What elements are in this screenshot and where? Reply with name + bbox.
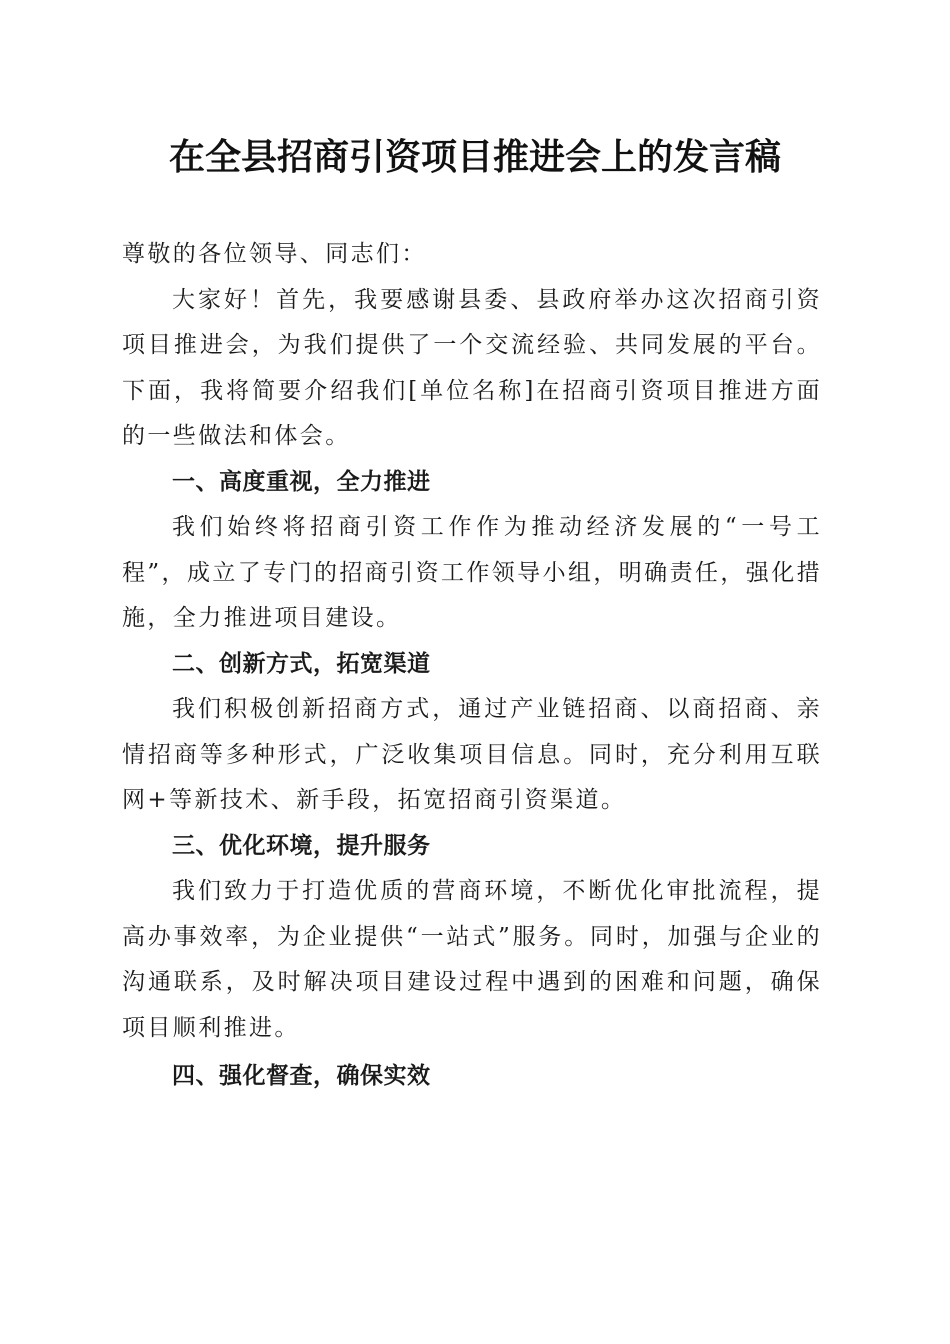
section-heading-3: 三、优化环境，提升服务 bbox=[172, 832, 431, 859]
section-paragraph-2: 我们积极创新招商方式，通过产业链招商、以商招商、亲情招商等多种形式，广泛收集项目信息。同时，充分利用互联网+等新技术、新手段，拓宽招商引资渠道。 bbox=[122, 696, 822, 813]
section-paragraph-3: 我们致力于打造优质的营商环境，不断优化审批流程，提高办事效率，为企业提供“一站式”服务。同时，加强与企业的沟通联系，及时解决项目建设过程中遇到的困难和问题，确保项目顺利推进。 bbox=[122, 878, 822, 1041]
document-body bbox=[122, 232, 822, 1100]
section-heading-1: 一、高度重视，全力推进 bbox=[172, 468, 431, 495]
page-title: 在全县招商引资项目推进会上的发言稿 bbox=[168, 136, 781, 178]
intro-paragraph: 大家好！首先，我要感谢县委、县政府举办这次招商引资项目推进会，为我们提供了一个交流经验、共同发展的平台。下面，我将简要介绍我们[单位名称]在招商引资项目推进方面的一些做法和体会。 bbox=[122, 286, 822, 449]
section-heading-2: 二、创新方式，拓宽渠道 bbox=[172, 650, 431, 677]
salutation: 尊敬的各位领导、同志们： bbox=[122, 241, 427, 267]
section-paragraph-1: 我们始终将招商引资工作作为推动经济发展的“一号工程”，成立了专门的招商引资工作领导小组，明确责任，强化措施，全力推进项目建设。 bbox=[122, 514, 822, 631]
section-heading-4: 四、强化督查，确保实效 bbox=[172, 1063, 431, 1089]
